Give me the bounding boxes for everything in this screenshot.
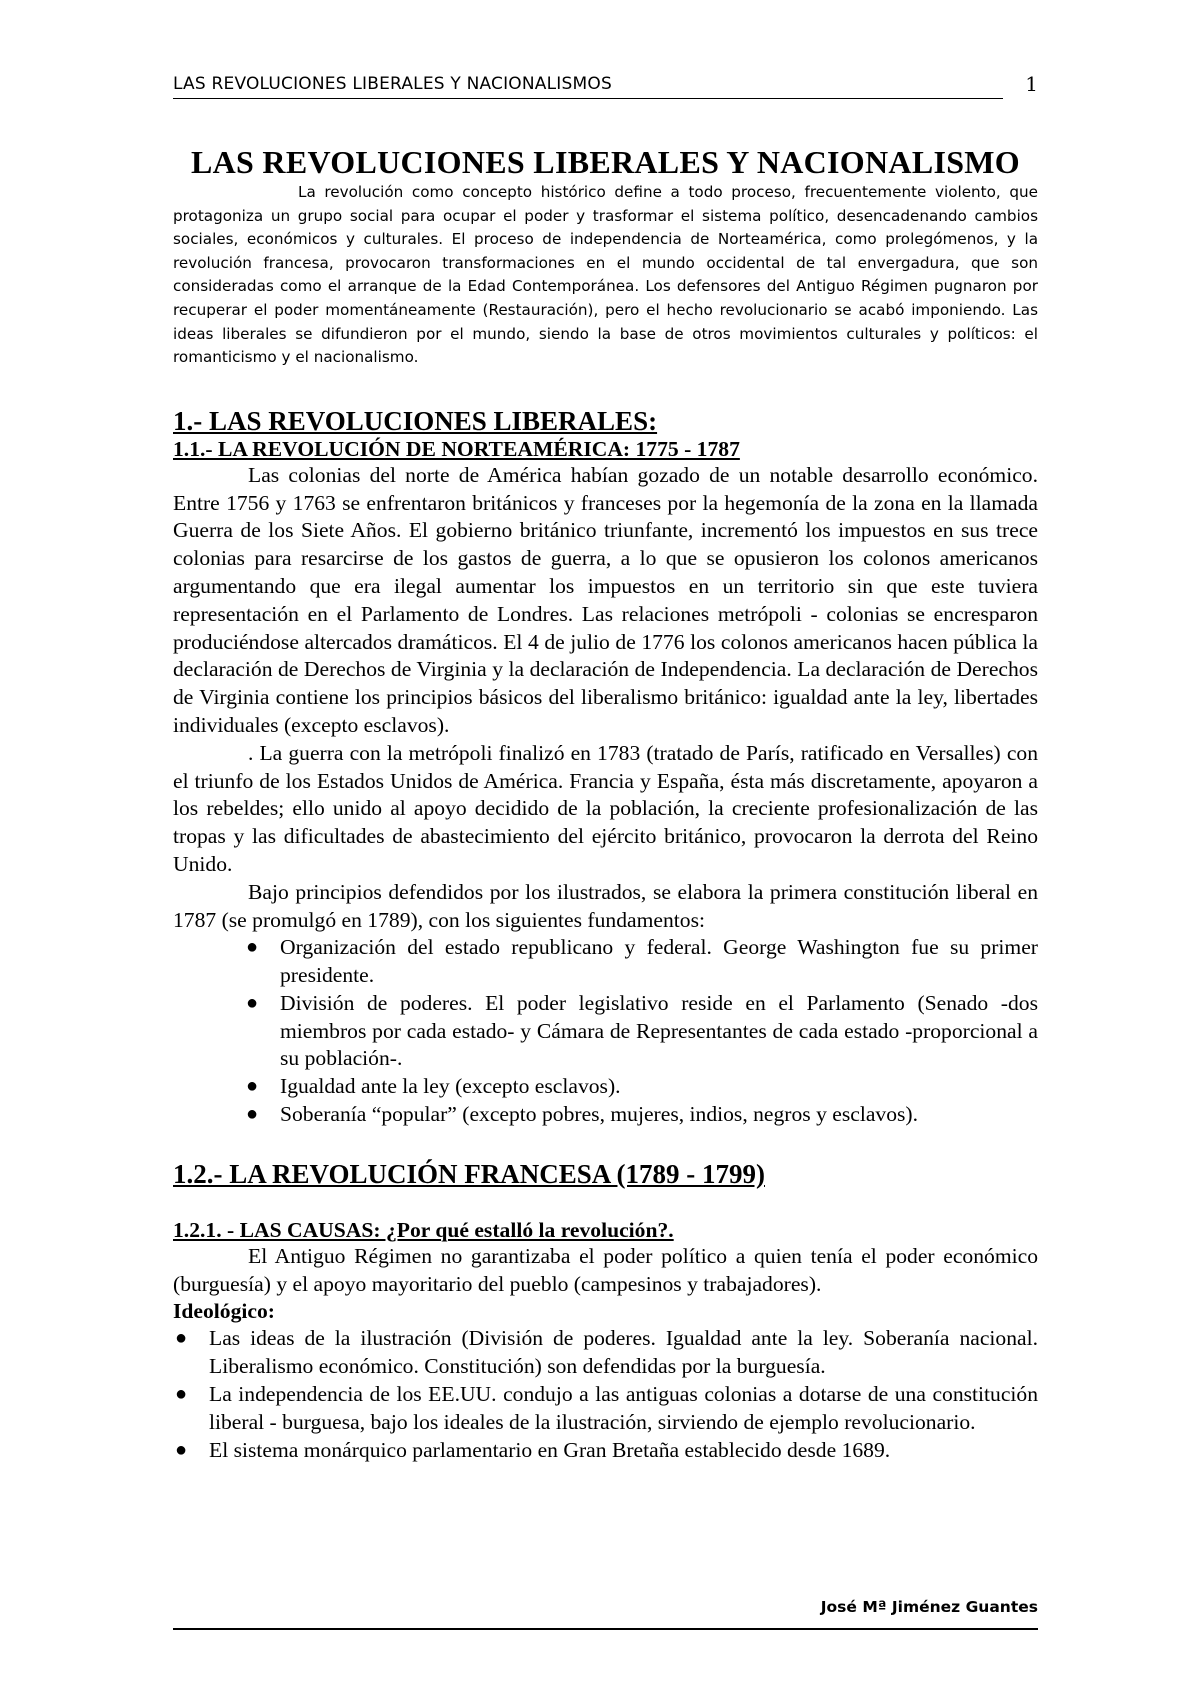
bullet-icon: ● <box>246 1075 259 1098</box>
list-item-text: Igualdad ante la ley (excepto esclavos). <box>280 1074 621 1099</box>
list-item-text: El sistema monárquico parlamentario en Gran Bretaña establecido desde 1689. <box>209 1437 891 1462</box>
list-item-text: La independencia de los EE.UU. condujo a las antiguas colonias a dotarse de una constitución liberal - burguesa, bajo los ideales de la ilustración, sirviendo de ejemplo revolucionario. <box>209 1382 1038 1434</box>
page-footer <box>173 1598 1038 1638</box>
bullet-icon: ● <box>246 1103 259 1126</box>
body-paragraph: El Antiguo Régimen no garantizaba el poder político a quien tenía el poder económico (burguesía) y el apoyo mayoritario del pueblo (campesinos y trabajadores). <box>173 1243 1038 1296</box>
list-item <box>246 990 1038 1073</box>
body-paragraph: Bajo principios defendidos por los ilustrados, se elabora la primera constitución liberal en 1787 (se promulgó en 1789), con los siguientes fundamentos: <box>173 879 1038 932</box>
list-item <box>246 934 1038 990</box>
bullet-list <box>173 934 1038 1129</box>
bullet-list <box>173 1325 1038 1464</box>
list-item <box>246 1073 1038 1101</box>
body-paragraph: Las colonias del norte de América habían gozado de un notable desarrollo económico. Entre 1756 y 1763 se enfrentaron británicos y franceses por la hegemonía de la zona en la llamada Guerra de los Siete Años. El gobierno británico triunfante, incrementó los impuestos en sus trece colonias para resarcirse de los gastos de guerra, a lo que se opusieron los colonos americanos argumentando que era ilegal aumentar los impuestos en un territorio sin que este tuviera representación en el Parlamento de Londres. Las relaciones metrópoli - colonias se encresparon produciéndose altercados dramáticos. El 4 de julio de 1776 los colonos americanos hacen pública la declaración de Derechos de Virginia y la declaración de Independencia. La declaración de Derechos de Virginia contiene los principios básicos del liberalismo británico: igualdad ante la ley, libertades individuales (excepto esclavos). <box>173 462 1038 737</box>
running-header <box>173 70 1038 100</box>
list-item-text: Soberanía “popular” (excepto pobres, mujeres, indios, negros y esclavos). <box>280 1102 919 1127</box>
subsection-heading: 1.1.- LA REVOLUCIÓN DE NORTEAMÉRICA: 1775 - 1787 <box>173 436 740 461</box>
footer-rule <box>173 1628 1038 1630</box>
list-item-text: Las ideas de la ilustración (División de poderes. Igualdad ante la ley. Soberanía nacional. Liberalismo económico. Constitución) son defendidas por la burguesía. <box>209 1326 1038 1379</box>
document-title: LAS REVOLUCIONES LIBERALES Y NACIONALISMO <box>190 144 1021 180</box>
bullet-icon: ● <box>175 1438 188 1461</box>
subsubsection-heading: 1.2.1. - LAS CAUSAS: ¿Por qué estalló la revolución?. <box>173 1217 674 1242</box>
bullet-icon: ● <box>175 1383 188 1406</box>
page-number: 1 <box>1025 72 1038 96</box>
header-rule <box>173 98 1003 99</box>
list-item <box>175 1325 1038 1381</box>
list-item <box>175 1437 1038 1465</box>
main-content <box>173 143 1038 1464</box>
list-item <box>246 1101 1038 1129</box>
footer-author: José Mª Jiménez Guantes <box>820 1598 1038 1616</box>
label-heading: Ideológico: <box>173 1299 275 1324</box>
bullet-icon: ● <box>246 936 259 959</box>
list-item <box>175 1381 1038 1437</box>
intro-paragraph: La revolución como concepto histórico define a todo proceso, frecuentemente violento, que protagoniza un grupo social para ocupar el poder y trasformar el sistema político, desencadenando cambios sociales, económicos y culturales. El proceso de independencia de Norteamérica, como prolegómenos, y la revolución francesa, provocaron transformaciones en el mundo occidental de tal envergadura, que son consideradas como el arranque de la Edad Contemporánea. Los defensores del Antiguo Régimen pugnaron por recuperar el poder momentáneamente (Restauración), pero el hecho revolucionario se acabó imponiendo. Las ideas liberales se difundieron por el mundo, siendo la base de otros movimientos culturales y políticos: el romanticismo y el nacionalismo. <box>173 183 1038 367</box>
subsection-heading: 1.2.- LA REVOLUCIÓN FRANCESA (1789 - 1799) <box>173 1158 765 1189</box>
bullet-icon: ● <box>246 991 259 1014</box>
list-item-text: División de poderes. El poder legislativo reside en el Parlamento (Senado -dos miembros por cada estado- y Cámara de Representantes de cada estado -proporcional a su población-. <box>280 990 1038 1071</box>
list-item-text: Organización del estado republicano y federal. George Washington fue su primer presidente. <box>280 935 1038 988</box>
body-paragraph: . La guerra con la metrópoli finalizó en 1783 (tratado de París, ratificado en Versalles) con el triunfo de los Estados Unidos de América. Francia y España, ésta más discretamente, apoyaron a los rebeldes; ello unido al apoyo decidido de la población, la creciente profesionalización de las tropas y las dificultades de abastecimiento del ejército británico, provocaron la derrota del Reino Unido. <box>173 740 1038 876</box>
bullet-icon: ● <box>175 1327 188 1350</box>
section-heading: 1.- LAS REVOLUCIONES LIBERALES: <box>173 405 658 436</box>
running-title: LAS REVOLUCIONES LIBERALES Y NACIONALISMOS <box>173 74 612 94</box>
